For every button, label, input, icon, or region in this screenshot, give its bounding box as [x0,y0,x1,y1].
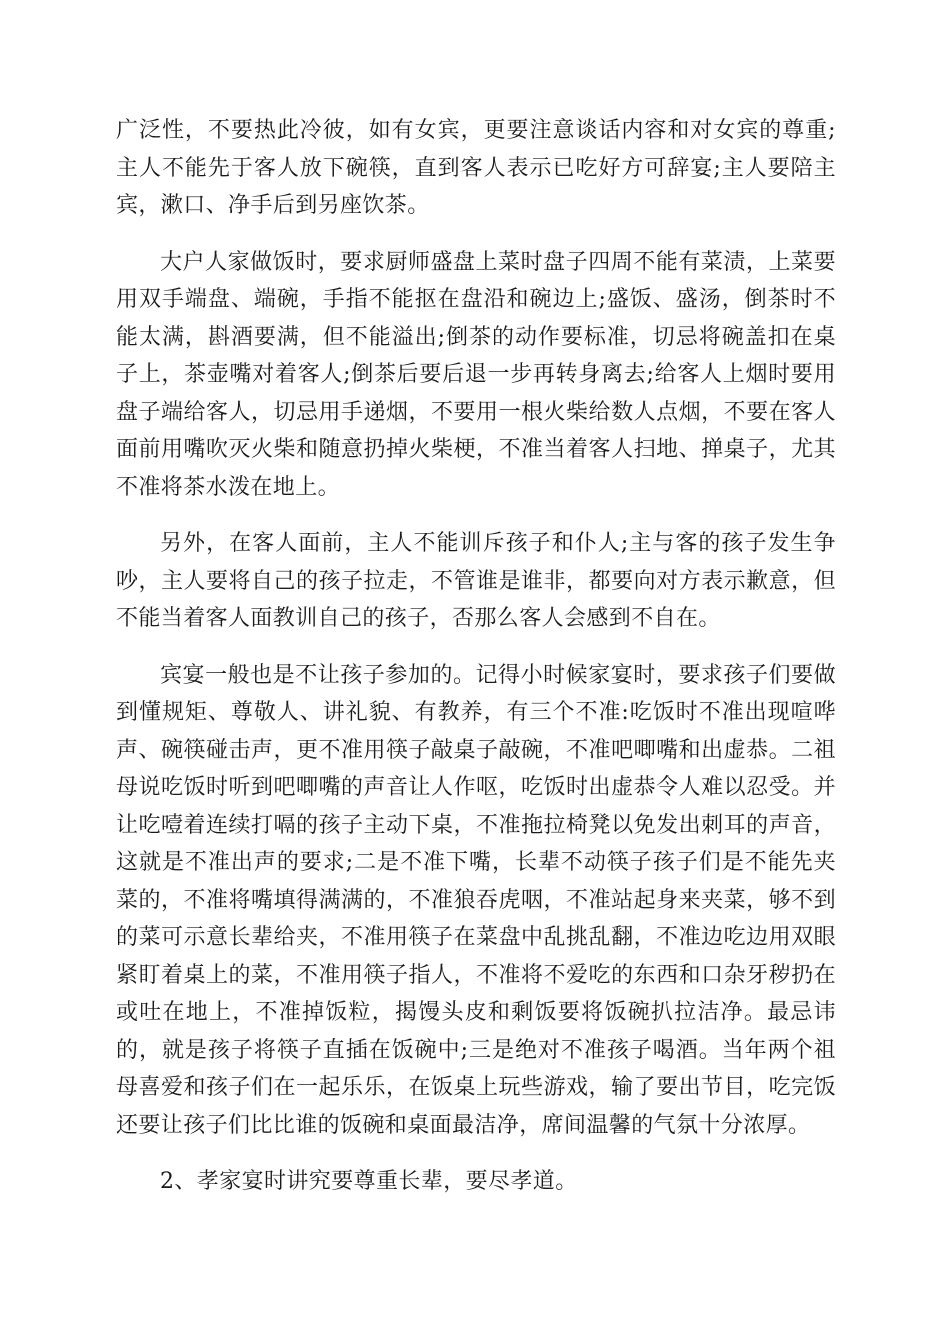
paragraph-banquet-rules: 宾宴一般也是不让孩子参加的。记得小时候家宴时，要求孩子们要做到懂规矩、尊敬人、讲礼貌、有教养，有三个不准:吃饭时不准出现喧哗声、碗筷碰击声，更不准用筷子敲桌子敲碗，不准吧唧嘴和出虚恭。二祖母说吃饭时听到吧唧嘴的声音让人作呕，吃饭时出虚恭令人难以忍受。并让吃噎着连续打嗝的孩子主动下桌，不准拖拉椅凳以免发出刺耳的声音，这就是不准出声的要求;二是不准下嘴，长辈不动筷子孩子们是不能先夹菜的，不准将嘴填得满满的，不准狼吞虎咽，不准站起身来夹菜，够不到的菜可示意长辈给夹，不准用筷子在菜盘中乱挑乱翻，不准边吃边用双眼紧盯着桌上的菜，不准用筷子指人，不准将不爱吃的东西和口杂牙秽扔在或吐在地上，不准掉饭粒，揭馒头皮和剩饭要将饭碗扒拉洁净。最忌讳的，就是孩子将筷子直插在饭碗中;三是绝对不准孩子喝酒。当年两个祖母喜爱和孩子们在一起乐乐，在饭桌上玩些游戏，输了要出节目，吃完饭还要让孩子们比比谁的饭碗和桌面最洁净，席间温馨的气氛十分浓厚。 [116,662,836,1138]
paragraph-children-guests: 另外，在客人面前，主人不能训斥孩子和仆人;主与客的孩子发生争吵，主人要将自己的孩子拉走，不管谁是谁非，都要向对方表示歉意，但不能当着客人面教训自己的孩子，否那么客人会感到不自在。 [116,531,836,631]
document-body [116,112,836,1220]
paragraph-kitchen-etiquette: 大户人家做饭时，要求厨师盛盘上菜时盘子四周不能有菜渍，上菜要用双手端盘、端碗，手指不能抠在盘沿和碗边上;盛饭、盛汤，倒茶时不能太满，斟酒要满，但不能溢出;倒茶的动作要标准，切忌将碗盖扣在桌子上，茶壶嘴对着客人;倒茶后要后退一步再转身离去;给客人上烟时要用盘子端给客人，切忌用手递烟，不要用一根火柴给数人点烟，不要在客人面前用嘴吹灭火柴和随意扔掉火柴梗，不准当着客人扫地、掸桌子，尤其不准将茶水泼在地上。 [116,249,836,500]
paragraph-section-heading: 2、孝家宴时讲究要尊重长辈，要尽孝道。 [160,1169,578,1194]
paragraph-continuation: 广泛性，不要热此冷彼，如有女宾，更要注意谈话内容和对女宾的尊重;主人不能先于客人放下碗筷，直到客人表示已吃好方可辞宴;主人要陪主宾，漱口、净手后到另座饮茶。 [116,118,836,218]
